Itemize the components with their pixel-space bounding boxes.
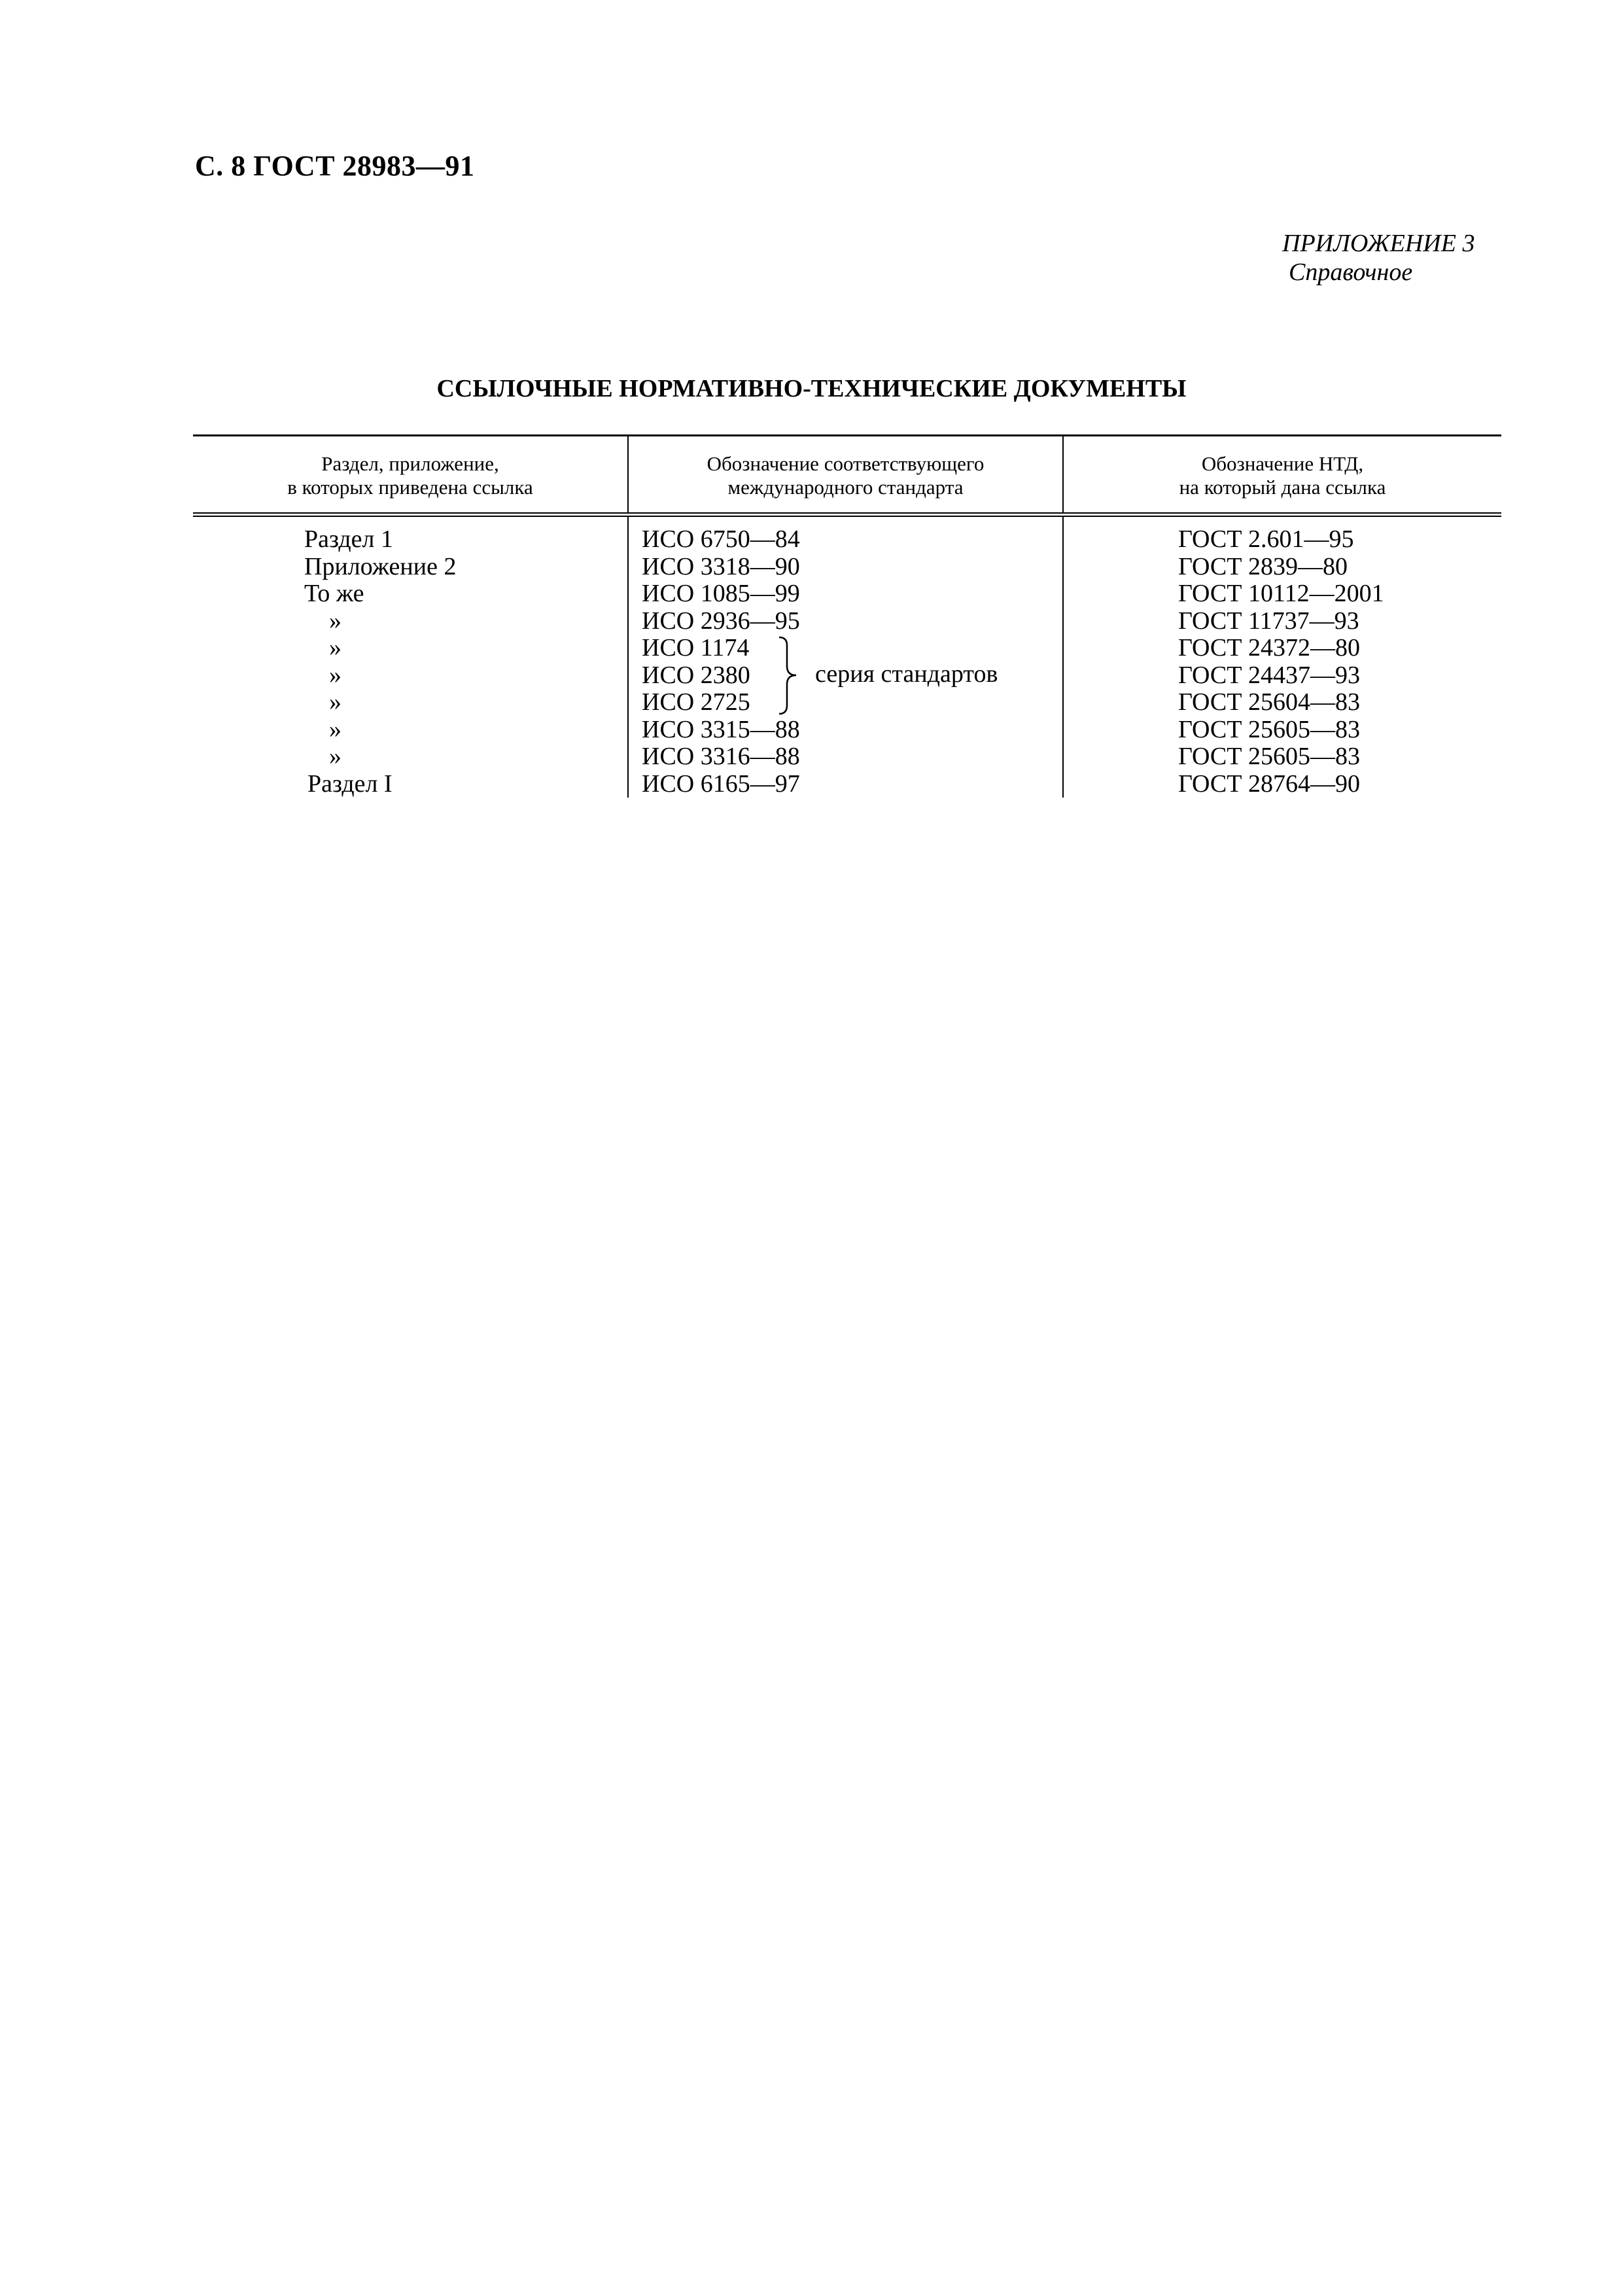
cell-section: Раздел 1 — [304, 525, 393, 553]
cell-gost: ГОСТ 25605—83 — [1063, 743, 1501, 771]
cell-gost: ГОСТ 24437—93 — [1063, 662, 1501, 690]
table-row — [193, 716, 1501, 744]
cell-section: » — [329, 715, 341, 743]
cell-gost: ГОСТ 28764—90 — [1063, 771, 1501, 798]
references-table — [193, 434, 1501, 798]
cell-iso-text: ИСО 1174 — [642, 634, 750, 662]
cell-section: » — [329, 743, 341, 770]
cell-iso: ИСО 6750—84 — [628, 515, 1063, 554]
table-row — [193, 554, 1501, 581]
appendix-type: Справочное — [1289, 258, 1413, 286]
table-row — [193, 743, 1501, 771]
column-header-line: международного стандарта — [727, 476, 964, 499]
table-row — [193, 771, 1501, 798]
table-row — [193, 635, 1501, 662]
cell-gost: ГОСТ 25604—83 — [1063, 689, 1501, 716]
cell-gost: ГОСТ 24372—80 — [1063, 635, 1501, 662]
cell-gost: ГОСТ 10112—2001 — [1063, 580, 1501, 608]
cell-section: » — [329, 661, 341, 689]
table-row — [193, 689, 1501, 716]
table-header-row — [193, 436, 1501, 515]
column-header-iso — [628, 436, 1063, 515]
cell-gost: ГОСТ 11737—93 — [1063, 608, 1501, 635]
cell-section: » — [329, 634, 341, 662]
cell-iso: ИСО 3315—88 — [628, 716, 1063, 744]
cell-gost: ГОСТ 25605—83 — [1063, 716, 1501, 744]
cell-gost: ГОСТ 2.601—95 — [1063, 515, 1501, 554]
column-header-line: на который дана ссылка — [1179, 476, 1386, 499]
column-header-line: в которых приведена ссылка — [287, 476, 533, 499]
appendix-label-block — [1282, 229, 1475, 287]
cell-section: То же — [304, 580, 364, 607]
cell-iso: ИСО 6165—97 — [628, 771, 1063, 798]
appendix-label: ПРИЛОЖЕНИЕ 3 — [1282, 230, 1475, 257]
column-header-line: Обозначение соответствующего — [707, 452, 985, 475]
column-header-line: Обозначение НТД, — [1201, 452, 1364, 475]
cell-iso: ИСО 2725 — [628, 689, 1063, 716]
column-header-line: Раздел, приложение, — [321, 452, 499, 475]
cell-iso: ИСО 2936—95 — [628, 608, 1063, 635]
cell-section: Приложение 2 — [304, 552, 457, 580]
series-note: серия стандартов — [815, 660, 998, 688]
cell-section: » — [329, 688, 341, 716]
cell-iso: ИСО 2380 — [628, 662, 1063, 690]
table-row — [193, 515, 1501, 554]
cell-gost: ГОСТ 2839—80 — [1063, 554, 1501, 581]
document-title: ССЫЛОЧНЫЕ НОРМАТИВНО-ТЕХНИЧЕСКИЕ ДОКУМЕНТЫ — [436, 375, 1187, 402]
cell-iso: ИСО 3318—90 — [628, 554, 1063, 581]
table-row — [193, 662, 1501, 690]
table-row — [193, 608, 1501, 635]
table-row — [193, 580, 1501, 608]
cell-iso: ИСО 3316—88 — [628, 743, 1063, 771]
cell-section: » — [329, 607, 341, 635]
column-header-section — [193, 436, 628, 515]
page-header: С. 8 ГОСТ 28983—91 — [195, 150, 475, 182]
cell-section: Раздел I — [307, 769, 393, 798]
column-header-gost — [1063, 436, 1501, 515]
cell-iso: ИСО 1085—99 — [628, 580, 1063, 608]
